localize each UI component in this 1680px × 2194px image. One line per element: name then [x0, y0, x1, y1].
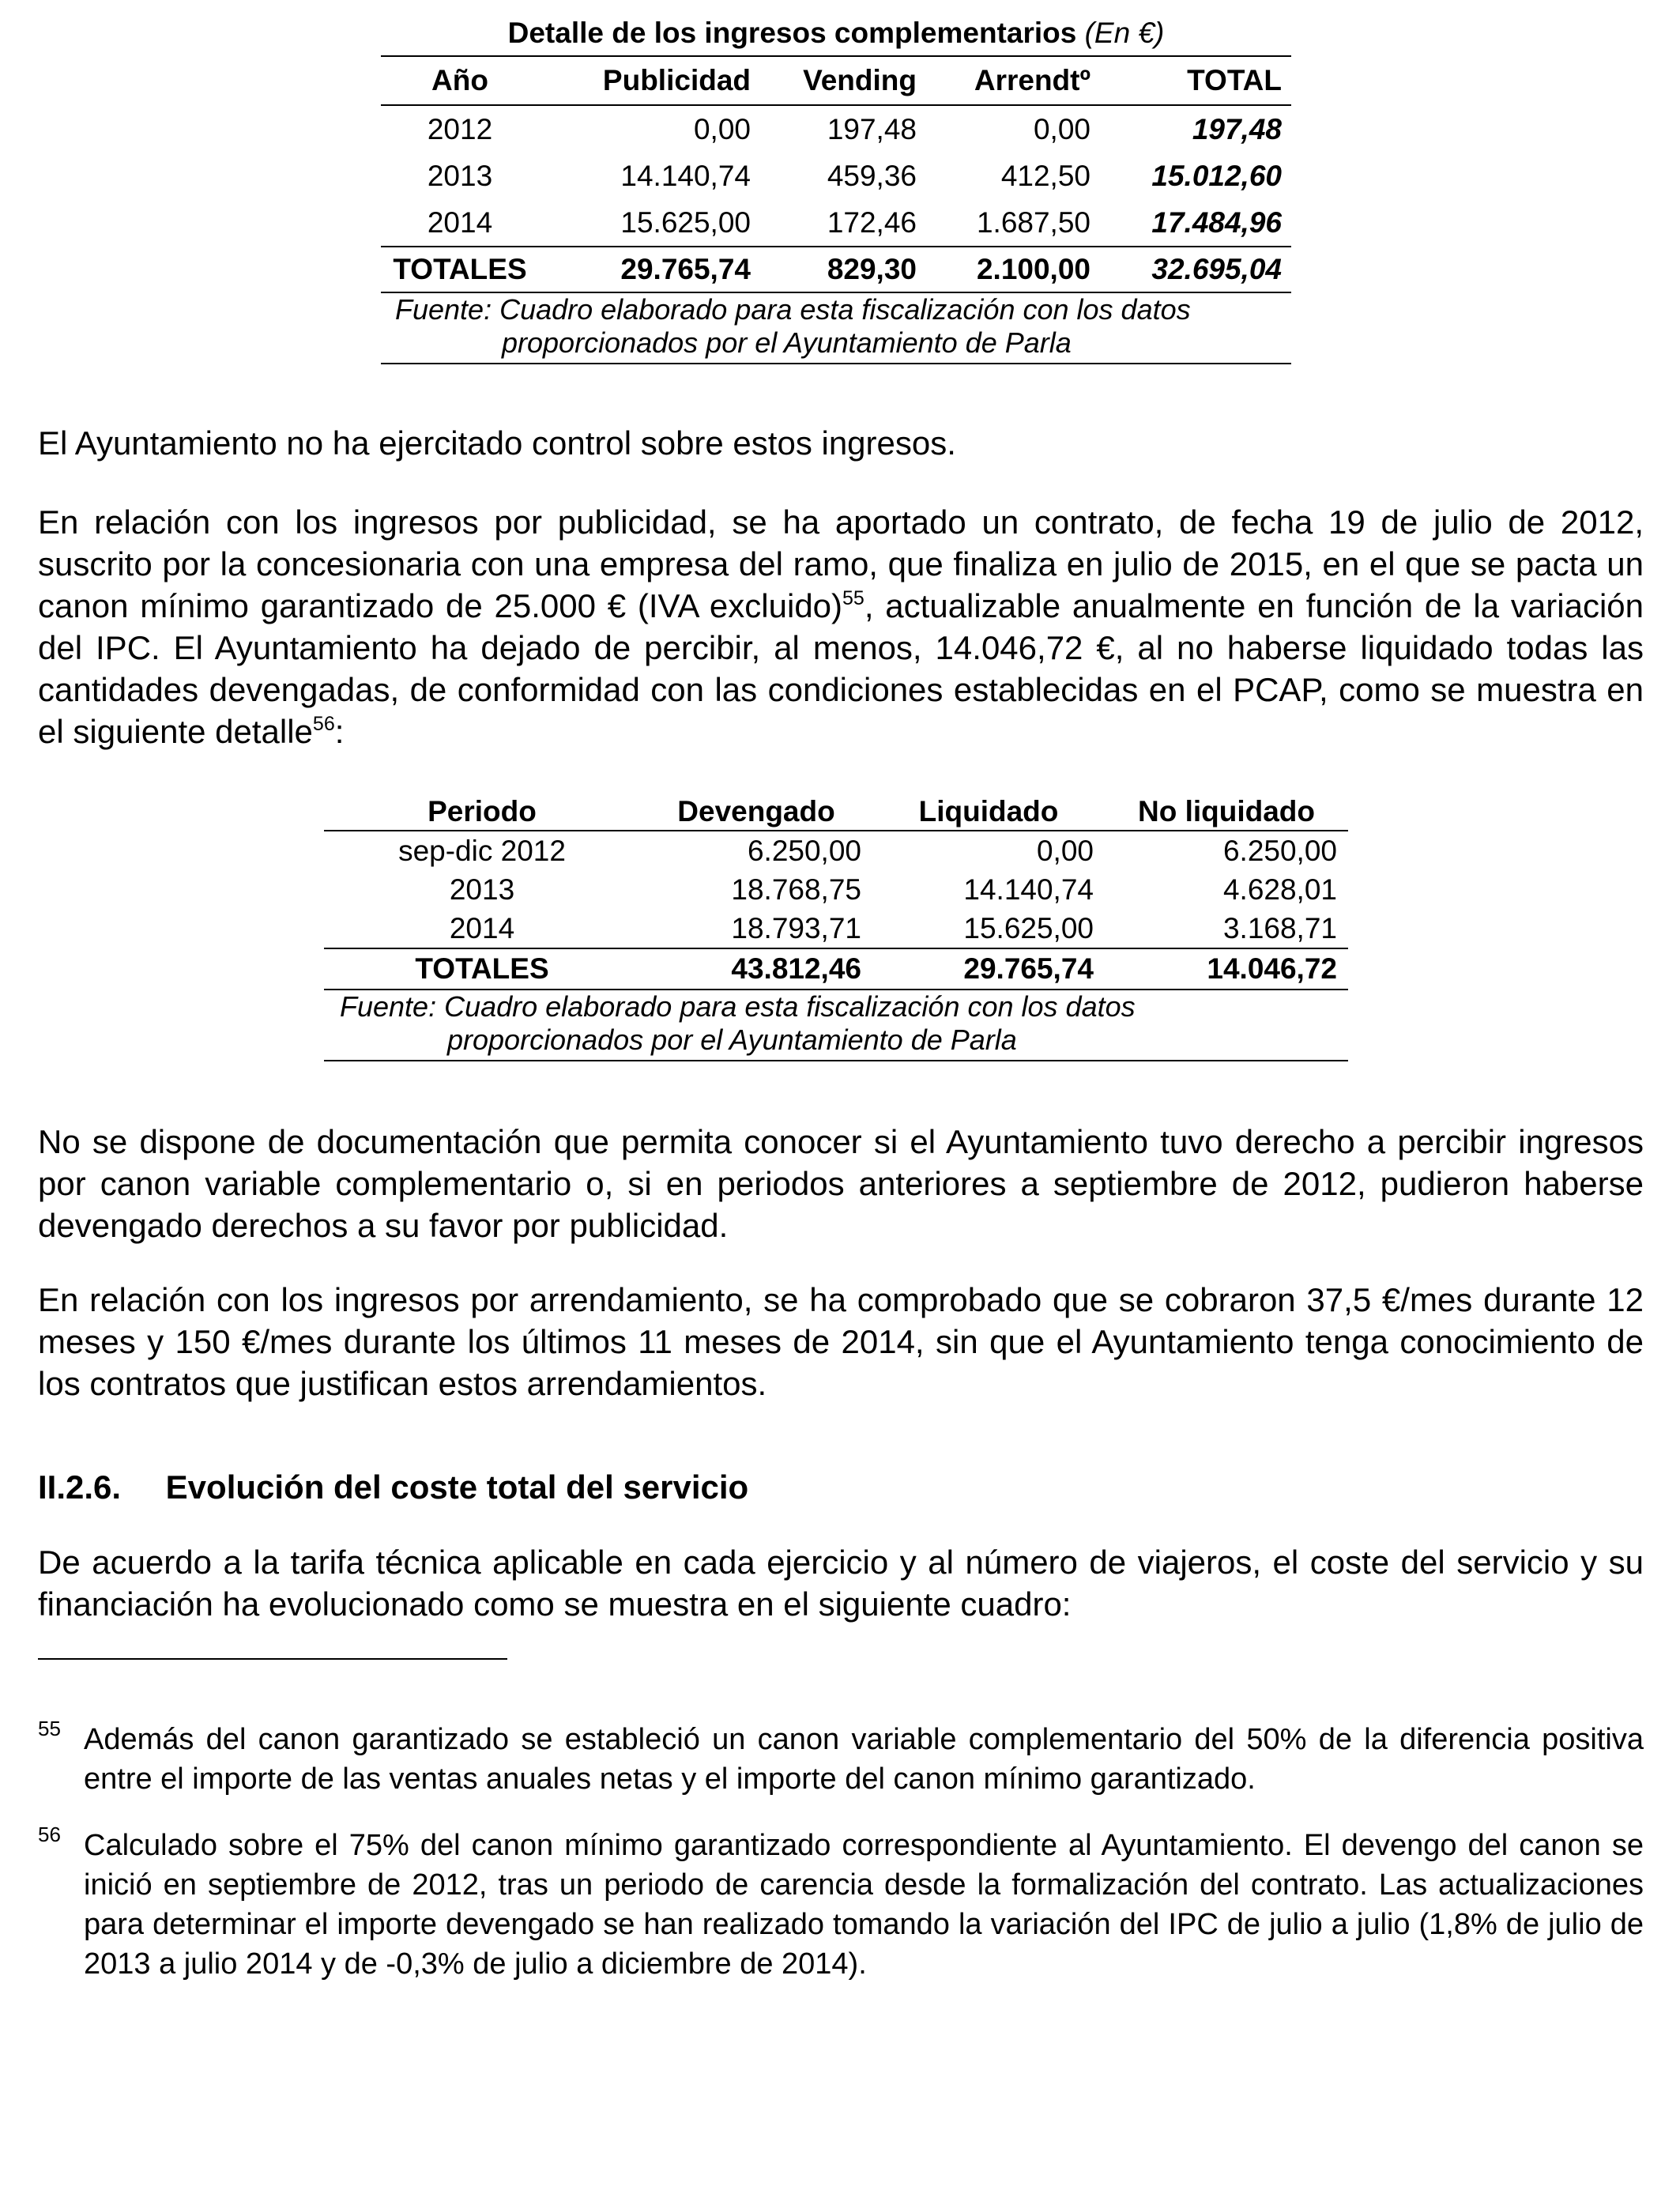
- table-cell: 2012: [427, 112, 493, 145]
- table-cell: 18.793,71: [731, 911, 861, 944]
- table-caption-title: Detalle de los ingresos complementarios: [507, 17, 1077, 49]
- section-heading: [38, 1464, 748, 1511]
- table-cell: 14.140,74: [963, 873, 1094, 906]
- totals-cell-grand-total: 32.695,04: [1100, 247, 1291, 292]
- totals-cell: 29.765,74: [539, 247, 760, 292]
- column-header-accrued: Devengado: [640, 794, 872, 831]
- table-row: [381, 153, 1291, 199]
- table-cell: 15.625,00: [963, 911, 1094, 944]
- table-row: [381, 105, 1291, 153]
- table-cell: 2013: [449, 873, 515, 906]
- totals-label: TOTALES: [381, 247, 539, 292]
- footnote-mark: 55: [38, 1717, 61, 1740]
- table-cell: 18.768,75: [731, 873, 861, 906]
- table-cell: 2014: [449, 911, 515, 944]
- footnote-ref-56[interactable]: 56: [312, 713, 335, 735]
- footnote-text: Además del canon garantizado se estableció un canon variable complementario del 50% de la diferencia positiva entre el importe de las ventas anuales netas y el importe del canon mínimo garantizado.: [84, 1723, 1644, 1796]
- table-totals-row: [324, 948, 1348, 989]
- table-cell: 2013: [427, 159, 493, 192]
- column-header-total: TOTAL: [1100, 56, 1291, 105]
- table-cell-total: 17.484,96: [1151, 205, 1282, 239]
- footnote-ref-55[interactable]: 55: [842, 587, 864, 609]
- table-cell: 459,36: [827, 159, 917, 192]
- table-cell: 14.140,74: [620, 159, 751, 192]
- table-grid: [324, 794, 1348, 989]
- table-row: [381, 199, 1291, 247]
- column-header-unsettled: No liquidado: [1105, 794, 1348, 831]
- source-line-1: Fuente: Cuadro elaborado para esta fiscalización con los datos: [340, 990, 1136, 1023]
- table-caption: [381, 11, 1291, 55]
- paragraph-text: En relación con los ingresos por publicidad, se ha aportado un contrato, de fecha 19 de julio de 2012, suscrito por la concesionaria con una empresa del ramo, que finaliza en julio de 2015, en el que se pacta un canon mínimo garantizado de 25.000 € (IVA excluido): [38, 503, 1644, 624]
- column-header-vending: Vending: [760, 56, 926, 105]
- paragraph: De acuerdo a la tarifa técnica aplicable en cada ejercicio y al número de viajeros, el coste del servicio y su financiación ha evolucionado como se muestra en el siguiente cuadro:: [38, 1544, 1644, 1623]
- table-cell: 1.687,50: [976, 205, 1090, 239]
- table-source-note: [324, 989, 1348, 1061]
- table-cell-total: 15.012,60: [1151, 159, 1282, 192]
- table-totals-row: [381, 247, 1291, 292]
- complementary-income-table: [381, 11, 1291, 364]
- table-source-note: [381, 292, 1291, 364]
- table-cell: 6.250,00: [1222, 834, 1337, 867]
- source-line-2: proporcionados por el Ayuntamiento de Parla: [502, 326, 1072, 359]
- table-cell: 2014: [427, 205, 493, 239]
- table-cell: 6.250,00: [747, 834, 861, 867]
- table-cell: 0,00: [1036, 834, 1094, 867]
- totals-cell: 2.100,00: [926, 247, 1100, 292]
- paragraph-advertising-income: [38, 501, 1644, 752]
- column-header-advertising: Publicidad: [539, 56, 760, 105]
- table-cell: 197,48: [827, 112, 917, 145]
- totals-cell: 43.812,46: [640, 948, 872, 989]
- paragraph: El Ayuntamiento no ha ejercitado control sobre estos ingresos.: [38, 424, 956, 462]
- column-header-rent: Arrendtº: [926, 56, 1100, 105]
- column-header-period: Periodo: [324, 794, 640, 831]
- table-cell: 412,50: [1000, 159, 1090, 192]
- section-number: II.2.6.: [38, 1468, 122, 1506]
- table-grid: [381, 55, 1291, 292]
- footnote-separator: [38, 1658, 507, 1660]
- totals-label: TOTALES: [324, 948, 640, 989]
- source-line-2: proporcionados por el Ayuntamiento de Parla: [447, 1023, 1017, 1056]
- source-line-1: Fuente: Cuadro elaborado para esta fiscalización con los datos: [395, 293, 1191, 326]
- table-cell: 4.628,01: [1222, 873, 1337, 906]
- totals-cell: 29.765,74: [872, 948, 1105, 989]
- footnote-55: [38, 1717, 1644, 1799]
- table-cell: 0,00: [1033, 112, 1090, 145]
- footnote-56: [38, 1823, 1644, 1984]
- table-cell: sep-dic 2012: [398, 834, 566, 867]
- table-cell: 0,00: [693, 112, 751, 145]
- paragraph-text: :: [334, 713, 345, 750]
- table-cell: 3.168,71: [1222, 911, 1337, 944]
- table-header-row: [381, 56, 1291, 105]
- section-title: Evolución del coste total del servicio: [165, 1468, 749, 1506]
- footnote-mark: 56: [38, 1823, 61, 1846]
- totals-cell: 829,30: [760, 247, 926, 292]
- paragraph-text: , actualizable anualmente en función de la variación del IPC. El Ayuntamiento ha dejado de percibir, al menos, 14.046,72 €, al no haberse liquidado todas las cantidades devengadas, de conformidad con las condiciones establecidas en el PCAP, como se muestra en el siguiente detalle: [38, 587, 1644, 750]
- footnote-text: Calculado sobre el 75% del canon mínimo garantizado correspondiente al Ayuntamiento. El devengo del canon se inició en septiembre de 2012, tras un periodo de carencia desde la formalización del contrato. Las actualizaciones para determinar el importe devengado se han realizado tomando la variación del IPC de julio a julio (1,8% de julio de 2013 a julio 2014 y de -0,3% de julio a diciembre de 2014).: [84, 1829, 1644, 1981]
- table-header-row: [324, 794, 1348, 831]
- table-row: [324, 831, 1348, 870]
- column-header-settled: Liquidado: [872, 794, 1105, 831]
- paragraph: En relación con los ingresos por arrendamiento, se ha comprobado que se cobraron 37,5 €/mes durante 12 meses y 150 €/mes durante los últimos 11 meses de 2014, sin que el Ayuntamiento tenga conocimiento de los contratos que justifican estos arrendamientos.: [38, 1281, 1644, 1402]
- table-row: [324, 909, 1348, 948]
- table-cell: 172,46: [827, 205, 917, 239]
- table-cell: 15.625,00: [620, 205, 751, 239]
- table-cell-total: 197,48: [1192, 112, 1282, 145]
- advertising-canon-table: [324, 794, 1348, 1061]
- column-header-year: Año: [381, 56, 539, 105]
- totals-cell: 14.046,72: [1105, 948, 1348, 989]
- paragraph: No se dispone de documentación que permita conocer si el Ayuntamiento tuvo derecho a percibir ingresos por canon variable complementario o, si en periodos anteriores a septiembre de 2012, pudieron haberse devengado derechos a su favor por publicidad.: [38, 1123, 1644, 1244]
- table-row: [324, 870, 1348, 909]
- table-caption-unit: (En €): [1084, 17, 1165, 49]
